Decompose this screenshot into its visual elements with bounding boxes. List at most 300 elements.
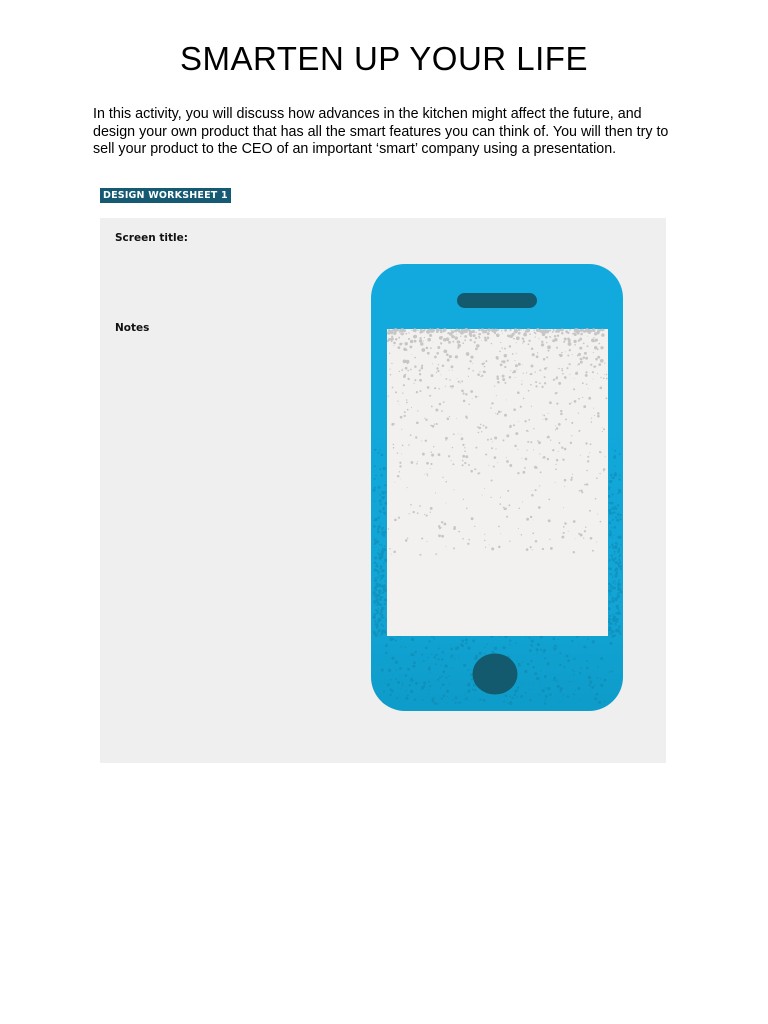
body-speck xyxy=(618,478,620,480)
screen-speck xyxy=(588,397,591,400)
body-speck xyxy=(374,537,375,538)
screen-speck xyxy=(536,355,539,358)
body-speck xyxy=(536,648,539,651)
body-speck xyxy=(598,701,601,704)
body-speck xyxy=(383,701,384,702)
screen-speck xyxy=(555,468,557,470)
body-speck xyxy=(609,530,611,532)
body-speck xyxy=(587,647,588,648)
screen-speck xyxy=(491,329,494,332)
screen-speck xyxy=(530,373,532,375)
body-speck xyxy=(516,660,518,662)
body-speck xyxy=(613,526,616,529)
body-speck xyxy=(559,664,561,666)
body-speck xyxy=(507,703,508,704)
body-speck xyxy=(446,690,449,693)
body-speck xyxy=(451,654,454,657)
body-speck xyxy=(385,529,386,530)
body-speck xyxy=(617,504,619,506)
screen-speck xyxy=(569,374,570,375)
body-speck xyxy=(377,633,379,635)
screen-speck xyxy=(560,410,562,412)
body-speck xyxy=(382,528,383,529)
screen-speck xyxy=(432,363,433,364)
screen-speck xyxy=(404,342,408,346)
body-speck xyxy=(614,551,615,552)
screen-speck xyxy=(591,418,592,419)
body-speck xyxy=(373,489,376,492)
body-speck xyxy=(569,681,570,682)
screen-speck xyxy=(590,330,592,332)
body-speck xyxy=(516,689,518,691)
screen-speck xyxy=(595,498,597,500)
screen-speck xyxy=(542,414,543,415)
screen-speck xyxy=(598,343,600,345)
screen-speck xyxy=(484,366,486,368)
body-speck xyxy=(529,649,532,652)
screen-speck xyxy=(486,329,488,331)
screen-speck xyxy=(450,385,452,387)
body-speck xyxy=(428,689,429,690)
screen-speck xyxy=(587,460,589,462)
screen-speck xyxy=(464,450,466,452)
screen-speck xyxy=(577,332,579,334)
screen-speck xyxy=(585,527,586,528)
body-speck xyxy=(609,592,610,593)
screen-speck xyxy=(535,381,537,383)
screen-speck xyxy=(604,374,605,375)
screen-speck xyxy=(506,516,508,518)
body-speck xyxy=(467,683,470,686)
screen-speck xyxy=(474,468,476,470)
body-speck xyxy=(422,685,424,687)
screen-speck xyxy=(401,429,402,430)
screen-speck xyxy=(491,402,493,404)
screen-speck xyxy=(490,497,491,498)
screen-speck xyxy=(399,465,401,467)
body-speck xyxy=(374,556,377,559)
screen-speck xyxy=(470,339,472,341)
screen-speck xyxy=(534,332,536,334)
screen-speck xyxy=(558,442,560,444)
screen-speck xyxy=(597,514,598,515)
screen-speck xyxy=(556,459,559,462)
screen-speck xyxy=(582,359,583,360)
body-speck xyxy=(611,544,613,546)
body-speck xyxy=(377,552,378,553)
body-speck xyxy=(594,684,596,686)
notes-label: Notes xyxy=(115,322,150,334)
body-speck xyxy=(474,689,476,691)
screen-speck xyxy=(512,372,514,374)
screen-speck xyxy=(574,400,577,403)
screen-speck xyxy=(390,331,393,334)
screen-speck xyxy=(564,479,567,482)
screen-speck xyxy=(407,537,408,538)
screen-speck xyxy=(426,541,427,542)
body-speck xyxy=(611,591,612,592)
screen-speck xyxy=(530,441,532,443)
screen-speck xyxy=(559,354,562,357)
screen-speck xyxy=(525,458,528,461)
screen-speck xyxy=(468,329,471,332)
screen-speck xyxy=(407,370,409,372)
screen-speck xyxy=(426,473,428,475)
screen-speck xyxy=(388,338,391,341)
screen-speck xyxy=(426,515,428,517)
screen-speck xyxy=(538,441,541,444)
body-speck xyxy=(613,581,614,582)
screen-speck xyxy=(402,392,403,393)
screen-speck xyxy=(571,422,573,424)
screen-speck xyxy=(524,467,526,469)
screen-speck xyxy=(511,333,514,336)
screen-speck xyxy=(605,397,607,399)
body-speck xyxy=(608,583,610,585)
body-speck xyxy=(571,681,572,682)
screen-speck xyxy=(530,384,532,386)
screen-speck xyxy=(586,483,588,485)
body-speck xyxy=(449,683,450,684)
body-speck xyxy=(615,624,617,626)
body-speck xyxy=(377,585,379,587)
screen-speck xyxy=(547,458,549,460)
screen-speck xyxy=(417,512,419,514)
screen-speck xyxy=(565,351,566,352)
screen-speck xyxy=(442,365,445,368)
screen-speck xyxy=(485,360,487,362)
screen-speck xyxy=(549,539,550,540)
body-speck xyxy=(614,455,615,456)
screen-speck xyxy=(411,354,412,355)
screen-speck xyxy=(522,471,525,474)
body-speck xyxy=(383,511,386,514)
body-speck xyxy=(379,598,382,601)
body-speck xyxy=(381,534,382,535)
screen-speck xyxy=(466,507,468,509)
body-speck xyxy=(615,546,618,549)
screen-speck xyxy=(606,374,608,376)
screen-speck xyxy=(570,442,572,444)
body-speck xyxy=(612,519,614,521)
body-speck xyxy=(441,697,443,699)
screen-speck xyxy=(466,352,470,356)
screen-speck xyxy=(403,375,406,378)
body-speck xyxy=(579,699,580,700)
body-speck xyxy=(558,639,559,640)
screen-title-label: Screen title: xyxy=(115,232,188,244)
body-speck xyxy=(376,565,378,567)
screen-speck xyxy=(475,337,477,339)
screen-speck xyxy=(549,336,551,338)
body-speck xyxy=(574,671,575,672)
screen-speck xyxy=(399,371,400,372)
screen-speck xyxy=(468,368,470,370)
screen-speck xyxy=(597,412,600,415)
body-speck xyxy=(545,695,548,698)
body-speck xyxy=(374,501,376,503)
screen-speck xyxy=(580,329,582,331)
body-speck xyxy=(609,587,610,588)
body-speck xyxy=(608,495,611,498)
screen-speck xyxy=(543,358,546,361)
body-speck xyxy=(608,486,610,488)
body-speck xyxy=(559,701,560,702)
screen-speck xyxy=(544,382,546,384)
body-speck xyxy=(375,605,376,606)
body-speck xyxy=(564,666,566,668)
screen-speck xyxy=(600,452,602,454)
screen-speck xyxy=(417,410,418,411)
screen-speck xyxy=(449,355,452,358)
screen-speck xyxy=(598,363,601,366)
screen-speck xyxy=(388,396,389,397)
body-speck xyxy=(377,618,380,621)
screen-speck xyxy=(584,484,586,486)
screen-speck xyxy=(531,494,534,497)
screen-speck xyxy=(414,357,416,359)
screen-speck xyxy=(583,538,584,539)
body-speck xyxy=(429,685,431,687)
screen-speck xyxy=(440,329,443,332)
screen-speck xyxy=(585,442,587,444)
body-speck xyxy=(381,623,383,625)
body-speck xyxy=(604,679,607,682)
screen-speck xyxy=(463,392,465,394)
screen-speck xyxy=(518,421,519,422)
body-speck xyxy=(376,569,378,571)
screen-speck xyxy=(545,336,548,339)
body-speck xyxy=(540,636,543,639)
screen-speck xyxy=(583,405,586,408)
screen-speck xyxy=(504,507,507,510)
body-speck xyxy=(374,577,376,579)
screen-speck xyxy=(526,430,528,432)
body-speck xyxy=(618,489,621,492)
body-speck xyxy=(375,593,377,595)
body-speck xyxy=(479,652,482,655)
body-speck xyxy=(553,638,556,641)
screen-speck xyxy=(394,482,395,483)
body-speck xyxy=(390,638,393,641)
screen-speck xyxy=(436,372,437,373)
screen-speck xyxy=(535,489,537,491)
screen-speck xyxy=(468,404,469,405)
screen-speck xyxy=(504,414,507,417)
screen-speck xyxy=(502,333,503,334)
body-speck xyxy=(540,649,542,651)
body-speck xyxy=(614,507,617,510)
body-speck xyxy=(428,640,430,642)
screen-speck xyxy=(527,441,529,443)
screen-speck xyxy=(506,434,509,437)
screen-speck xyxy=(484,371,486,373)
body-speck xyxy=(617,563,619,565)
body-speck xyxy=(600,684,603,687)
screen-speck xyxy=(553,379,555,381)
screen-speck xyxy=(414,379,416,381)
screen-speck xyxy=(406,402,408,404)
screen-speck xyxy=(453,526,455,528)
screen-speck xyxy=(522,501,523,502)
screen-speck xyxy=(425,419,427,421)
screen-speck xyxy=(538,506,541,509)
screen-speck xyxy=(445,440,446,441)
screen-speck xyxy=(589,452,590,453)
body-speck xyxy=(572,669,574,671)
screen-speck xyxy=(560,413,563,416)
body-speck xyxy=(544,702,546,704)
body-speck xyxy=(611,502,614,505)
screen-speck xyxy=(528,390,530,392)
screen-speck xyxy=(561,332,564,335)
body-speck xyxy=(533,666,535,668)
screen-speck xyxy=(590,443,592,445)
body-speck xyxy=(503,701,505,703)
screen-speck xyxy=(578,412,579,413)
body-speck xyxy=(571,640,573,642)
body-speck xyxy=(609,512,612,515)
screen-speck xyxy=(532,532,534,534)
screen-speck xyxy=(600,346,603,349)
screen-speck xyxy=(599,387,602,390)
body-speck xyxy=(573,658,575,660)
screen-speck xyxy=(470,470,473,473)
body-speck xyxy=(381,577,383,579)
screen-speck xyxy=(461,389,464,392)
screen-speck xyxy=(462,455,465,458)
screen-speck xyxy=(585,374,588,377)
screen-speck xyxy=(530,516,532,518)
body-speck xyxy=(608,521,611,524)
body-speck xyxy=(383,569,385,571)
screen-speck xyxy=(444,523,447,526)
screen-speck xyxy=(441,535,444,538)
screen-speck xyxy=(417,330,418,331)
screen-speck xyxy=(587,456,589,458)
screen-speck xyxy=(564,522,567,525)
body-speck xyxy=(616,543,617,544)
body-speck xyxy=(373,631,376,634)
screen-speck xyxy=(499,351,501,353)
screen-speck xyxy=(558,368,560,370)
screen-speck xyxy=(404,411,406,413)
screen-speck xyxy=(561,447,563,449)
screen-speck xyxy=(509,425,511,427)
body-speck xyxy=(400,646,402,648)
screen-speck xyxy=(494,437,495,438)
body-speck xyxy=(567,659,570,662)
screen-speck xyxy=(452,370,453,371)
body-speck xyxy=(608,560,609,561)
screen-speck xyxy=(502,378,505,381)
screen-speck xyxy=(423,331,424,332)
body-speck xyxy=(380,544,381,545)
screen-speck xyxy=(556,330,558,332)
screen-speck xyxy=(513,338,515,340)
screen-speck xyxy=(522,364,523,365)
screen-speck xyxy=(465,393,467,395)
screen-speck xyxy=(498,411,501,414)
screen-speck xyxy=(561,370,563,372)
screen-speck xyxy=(446,337,450,341)
body-speck xyxy=(382,625,383,626)
body-speck xyxy=(413,661,416,664)
body-speck xyxy=(613,559,614,560)
body-speck xyxy=(379,591,381,593)
screen-speck xyxy=(411,407,412,408)
screen-speck xyxy=(392,387,394,389)
body-speck xyxy=(396,697,398,699)
screen-speck xyxy=(593,329,595,331)
screen-speck xyxy=(424,337,425,338)
screen-speck xyxy=(408,332,409,333)
body-speck xyxy=(377,597,378,598)
screen-speck xyxy=(562,459,564,461)
screen-speck xyxy=(436,423,438,425)
body-speck xyxy=(609,533,612,536)
screen-speck xyxy=(458,329,460,331)
screen-speck xyxy=(460,382,461,383)
body-speck xyxy=(588,684,590,686)
body-speck xyxy=(446,702,447,703)
screen-speck xyxy=(405,367,408,370)
screen-speck xyxy=(491,479,493,481)
screen-speck xyxy=(471,517,474,520)
home-button-icon[interactable] xyxy=(473,654,518,695)
screen-speck xyxy=(419,379,422,382)
screen-speck xyxy=(433,342,434,343)
screen-speck xyxy=(402,343,403,344)
screen-speck xyxy=(468,464,470,466)
screen-speck xyxy=(457,378,458,379)
screen-speck xyxy=(469,360,471,362)
body-speck xyxy=(384,599,387,602)
screen-speck xyxy=(464,339,466,341)
screen-speck xyxy=(451,388,452,389)
screen-speck xyxy=(397,346,400,349)
screen-speck xyxy=(535,385,537,387)
screen-speck xyxy=(597,415,600,418)
screen-speck xyxy=(470,390,473,393)
screen-speck xyxy=(556,392,557,393)
body-speck xyxy=(374,487,376,489)
body-speck xyxy=(583,645,586,648)
screen-speck xyxy=(517,449,518,450)
body-speck xyxy=(563,694,564,695)
body-speck xyxy=(482,699,485,702)
body-speck xyxy=(472,689,474,691)
body-speck xyxy=(610,633,612,635)
body-speck xyxy=(440,665,441,666)
screen-speck xyxy=(585,357,588,360)
screen-speck xyxy=(424,514,425,515)
body-speck xyxy=(612,597,613,598)
screen-speck xyxy=(411,330,412,331)
body-speck xyxy=(577,687,580,690)
screen-speck xyxy=(427,475,428,476)
body-speck xyxy=(399,667,402,670)
screen-speck xyxy=(430,463,432,465)
screen-speck xyxy=(555,482,556,483)
body-speck xyxy=(613,624,614,625)
screen-speck xyxy=(411,461,414,464)
screen-speck xyxy=(487,328,490,331)
screen-speck xyxy=(420,342,423,345)
body-speck xyxy=(540,695,541,696)
screen-speck xyxy=(578,430,580,432)
screen-speck xyxy=(518,507,520,509)
